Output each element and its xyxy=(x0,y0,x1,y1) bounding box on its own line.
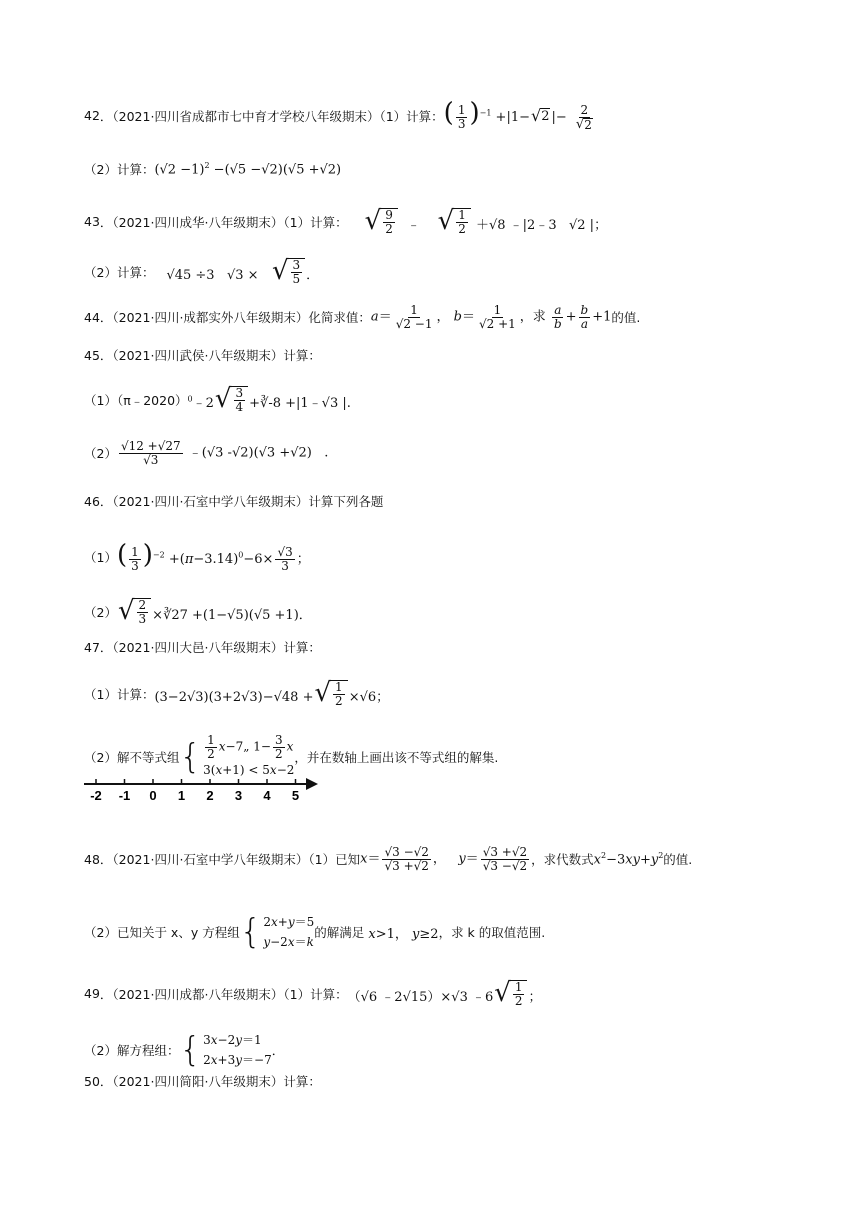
problem-47-part2: （2）解不等式组 { $\frac{1}{2}$ x−7„ 1− $\frac{3}{2}$ x 3(x+1) < 5x−2 ，并在数轴上画出该不等式组的解集. xyxy=(84,734,498,780)
tick-label: -1 xyxy=(118,788,131,803)
problem-45: 45 ．（2021·四川武侯·八年级期末）计算： xyxy=(84,347,321,363)
expression: x＝ $\frac{√3 -√2}{√3 +√2}$ ， y＝ $\frac{√3 +√2}{√3 -√2}$ xyxy=(360,845,528,873)
expression: $^0$﹣2 √ $\frac{3}{4}$ +∛-8 +|1﹣√3 |. xyxy=(187,384,351,414)
problem-50: 50 ．（2021·四川简阳·八年级期末）计算： xyxy=(84,1073,321,1089)
problem-43: 43 ．（2021·四川成华·八年级期末）（1）计算： √ $\frac{9}{2}$ ﹣ √ $\frac{1}{2}$ ＋√8 ﹣|2﹣3 √2 |； xyxy=(84,206,608,236)
expression: （√6 ﹣2√15）×√3 ﹣6 √ $\frac{1}{2}$ ； xyxy=(347,978,542,1008)
tick-label: 5 xyxy=(291,788,300,803)
problem-44: 44 ．（2021·四川·成都实外八年级期末）化简求值： a＝ $\frac{1}{√2 -1}$ ， b＝ $\frac{1}{√2 +1}$ ，求 $\frac{a}{b}$ + $\frac{b}{a}$ +1 的值. xyxy=(84,303,641,331)
expression: √45 ÷3 √3 × √ $\frac{3}{5}$ ． xyxy=(166,256,320,286)
problem-42 xyxy=(84,100,598,131)
problem-45-part1: （1）（π﹣2020） $^0$﹣2 √ $\frac{3}{4}$ +∛-8 +|1﹣√3 |. xyxy=(84,384,351,414)
expression: ( $\frac{1}{3}$ )$^{-1}$ +|1− √ 2 |− 2 √ 2 xyxy=(443,98,592,132)
tick-label: -2 xyxy=(90,788,102,803)
problem-43-part2: （2）计算： √45 ÷3 √3 × √ $\frac{3}{5}$ ． xyxy=(84,256,320,286)
problem-49: 49 ．（2021·四川成都·八年级期末）（1）计算： （√6 ﹣2√15）×√3 ﹣6 √ $\frac{1}{2}$ ； xyxy=(84,978,542,1008)
expression: (3−2√3)(3+2√3)−√48 + √ $\frac{1}{2}$ ×√6； xyxy=(154,678,390,708)
problem-header: ．（2021·四川省成都市七中育才学校八年级期末）（1）计算： xyxy=(99,108,444,124)
expression: a＝ $\frac{1}{√2 -1}$ ， b＝ $\frac{1}{√2 +1}$ ，求 $\frac{a}{b}$ + $\frac{b}{a}$ +1 xyxy=(370,303,612,331)
tick-label: 3 xyxy=(234,788,243,803)
problem-46: 46 ．（2021·四川·石室中学八年级期末）计算下列各题 xyxy=(84,493,384,509)
number-line xyxy=(84,776,324,806)
expression: $(√2 -1)^2 -(√5 -√2)(√5 +√2)$ xyxy=(154,160,342,178)
problem-45-part2: （2） $\frac{√12 +√27}{√3}$ ﹣(√3 -√2)(√3 +√2) . xyxy=(84,439,329,467)
inequality-system: $\frac{1}{2}$ x−7„ 1− $\frac{3}{2}$ x 3(x+1) < 5x−2 xyxy=(203,733,295,778)
problem-48: 48 ．（2021·四川·石室中学八年级期末）（1）已知 x＝ $\frac{√3 -√2}{√3 +√2}$ ， y＝ $\frac{√3 +√2}{√3 -√2}$ ，求代数式 $x^2-3xy+y^2$ 的值. xyxy=(84,845,693,873)
tick-label: 1 xyxy=(177,788,186,803)
problem-46-part1: （1） ( $\frac{1}{3}$ )$^{-2} +(\pi-3.14)^0-6\times$ $\frac{√3}{3}$ ； xyxy=(84,540,310,573)
expression: $\frac{√12 +√27}{√3}$ ﹣(√3 -√2)(√3 +√2) . xyxy=(120,439,329,467)
problem-49-part2: （2）解方程组： { 3x−2y＝1 2x+3y＝−7 ． xyxy=(84,1030,285,1070)
tick-label: 2 xyxy=(206,788,214,803)
problem-46-part2: （2） √ $\frac{2}{3}$ ×∛27 +(1−√5)(√5 +1)． xyxy=(84,596,312,626)
expression: ( $\frac{1}{3}$ )$^{-2} +(\pi-3.14)^0-6\times$ $\frac{√3}{3}$ ； xyxy=(116,540,310,573)
problem-number: 42 xyxy=(84,108,100,124)
problem-47: 47 ．（2021·四川大邑·八年级期末）计算： xyxy=(84,639,321,655)
equation-system: 2x+y＝5 y−2x＝k xyxy=(263,915,315,949)
expression: √ $\frac{2}{3}$ ×∛27 +(1−√5)(√5 +1)． xyxy=(117,596,312,626)
problem-42-part2: （2）计算： $(√2 -1)^2 -(√5 -√2)(√5 +√2)$ xyxy=(84,160,342,178)
tick-label: 0 xyxy=(149,788,157,803)
problem-48-part2: （2）已知关于 x、y 方程组 { 2x+y＝5 y−2x＝k 的解满足 x>1， y≥2 ，求 k 的取值范围. xyxy=(84,912,546,952)
expression: √ $\frac{9}{2}$ ﹣ √ $\frac{1}{2}$ ＋√8 ﹣|2﹣3 √2 |； xyxy=(364,206,608,236)
problem-47-part1: （1）计算： (3−2√3)(3+2√3)−√48 + √ $\frac{1}{2}$ ×√6； xyxy=(84,678,390,708)
equation-system: 3x−2y＝1 2x+3y＝−7 xyxy=(203,1033,272,1067)
tick-label: 4 xyxy=(263,788,271,803)
